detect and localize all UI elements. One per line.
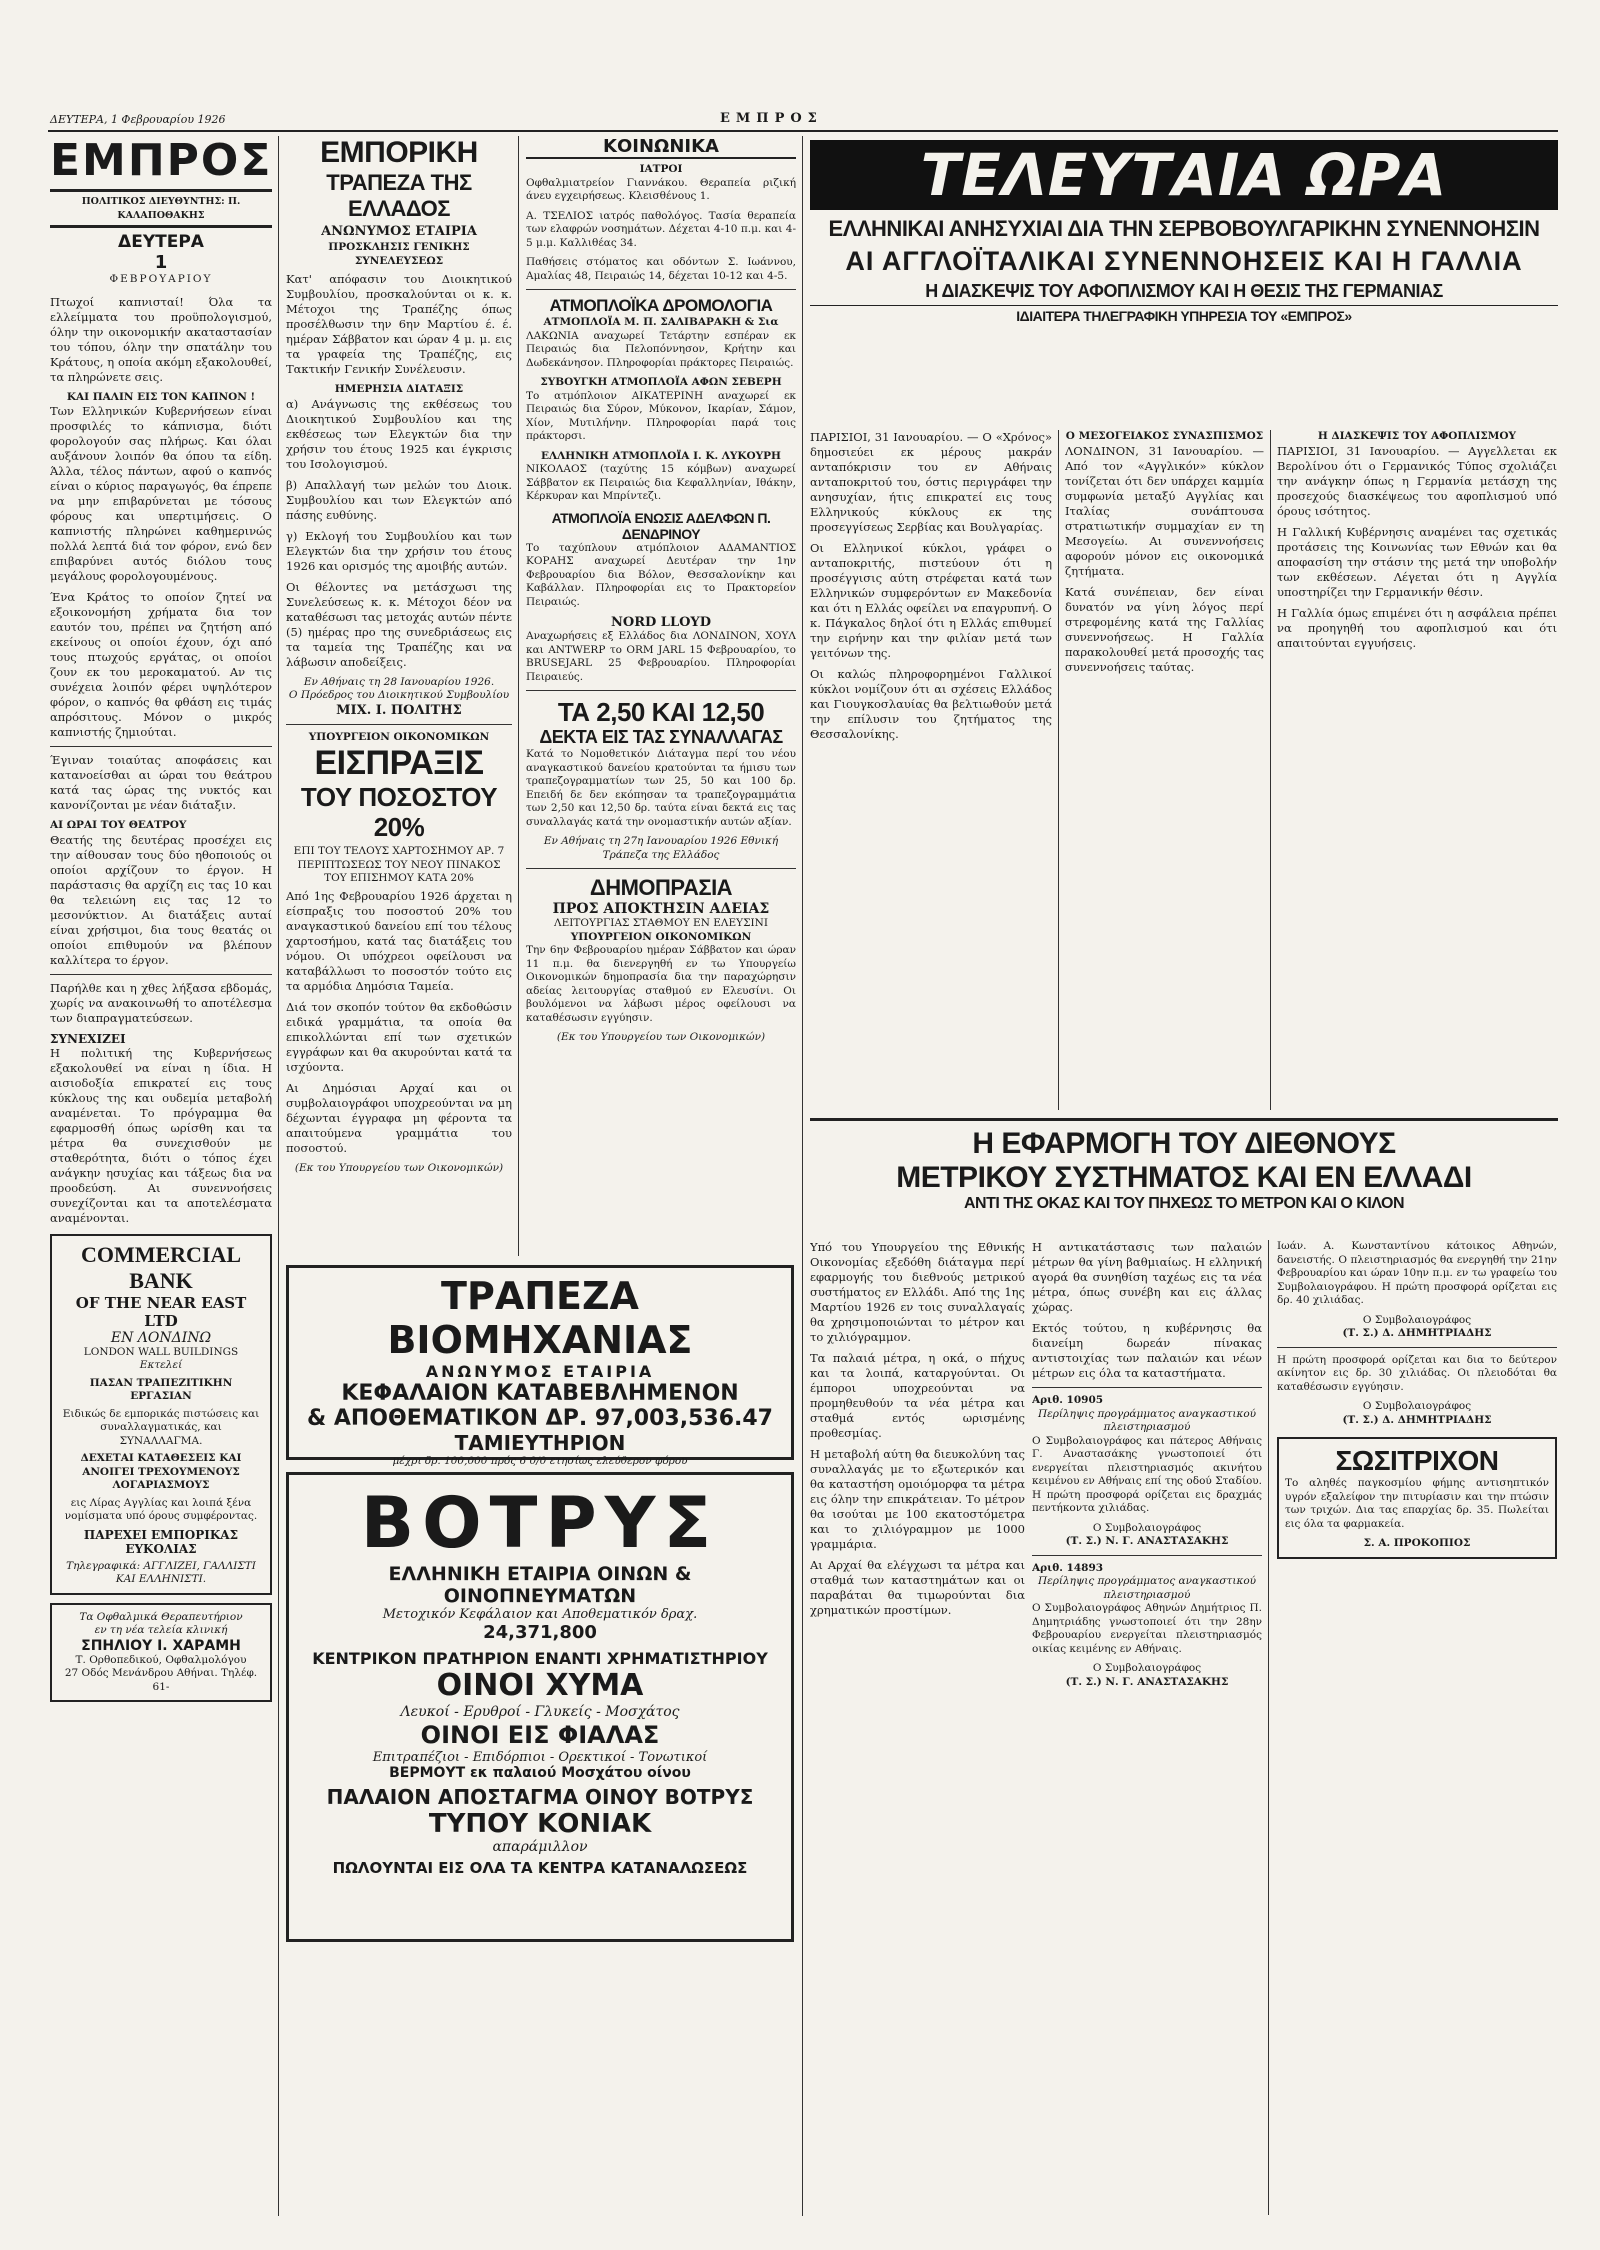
legal-notice-number: Αριθ. 10905 [1032,1394,1104,1406]
article-paragraph: Τα παλαιά μέτρα, η οκά, ο πήχυς και τα λοιπά, καταργούνται. Οι έμποροι υποχρεούνται να προμηθευθούν τα νέα μέτρα και σταθμά εντός ωρισμένης προθεσμίας. [810,1351,1025,1440]
divider [286,724,512,725]
article-paragraph: ΠΑΡΙΣΙΟΙ, 31 Ιανουαρίου. — Ο «Χρόνος» δημοσιεύει εκ μέρους μακράν ανταπόκρισιν του εν Αθήναις ανταποκριτού του, όστις περιγράφει την ανησυχίαν, ήτις επικρατεί εις τους Ελληνικούς κύκλους εκ της προσεγγίσεως Σερβίας και Βουλγαρίας. [810,430,1052,534]
legal-notice-signer: Ο Συμβολαιογράφος [1092,1662,1202,1674]
ministry-heading: ΥΠΟΥΡΓΕΙΟΝ ΟΙΚΟΝΟΜΙΚΩΝ [570,930,752,943]
page-date: ΔΕΥΤΕΡΑ, 1 Φεβρουαρίου 1926 [50,113,226,126]
divider [50,746,272,747]
ad-line: ΕΛΛΗΝΙΚΗ ΕΤΑΙΡΙΑ ΟΙΝΩΝ & ΟΙΝΟΠΝΕΥΜΑΤΩΝ [388,1563,692,1607]
newspaper-logo: ΕΜΠΡΟΣ [50,136,272,186]
day-number: 1 [154,252,168,273]
shipping-company: NORD LLOYD [611,615,711,630]
news-heading: ΣΥΝΕΧΙΖΕΙ [50,1031,126,1046]
ad-line: ΟΙΝΟΙ ΕΙΣ ΦΙΑΛΑΣ [420,1721,660,1749]
article-column [810,430,1052,1110]
divider [1277,1347,1557,1348]
legal-notice-signature: (Τ. Σ.) Ν. Γ. ΑΝΑΣΤΑΣΑΚΗΣ [1065,1675,1229,1688]
ad-line: ΒΕΡΜΟΥΤ εκ παλαιού Μοσχάτου οίνου [389,1765,691,1781]
notice-subtitle: ΛΕΙΤΟΥΡΓΙΑΣ ΣΤΑΘΜΟΥ ΕΝ ΕΛΕΥΣΙΝΙ [554,917,768,929]
ad-line: ΠΑΡΕΧΕΙ ΕΜΠΟΡΙΚΑΣ ΕΥΚΟΛΙΑΣ [83,1527,239,1556]
headline: Η ΕΦΑΡΜΟΓΗ ΤΟΥ ΔΙΕΘΝΟΥΣ [972,1127,1396,1160]
notice-paragraph: Κατ' απόφασιν του Διοικητικού Συμβουλίου, προσκαλούνται οι κ. κ. Μέτοχοι της Τραπέζης όπως προσέλθωσιν την 6ην Μαρτίου έ. έ. ημέραν Σάββατον και ώραν 4 μ. μ. εις τα γραφεία της Τραπέζης, εις Τακτικήν Γενικήν Συνέλευσιν. [286,272,512,376]
notice-paragraph: Αι Δημόσιαι Αρχαί και οι συμβολαιογράφοι υποχρεούνται να μη δέχωνται έγγραφα μη φέροντα τα απαιτούμενα γραμμάτια του ποσοστού. [286,1080,512,1155]
notice-subtitle: ΠΡΟΣ ΑΠΟΚΤΗΣΙΝ ΑΔΕΙΑΣ [552,901,770,917]
notice-title: ΤΟΥ ΠΟΣΟΣΤΟΥ 20% [300,782,498,842]
ophthalmic-clinic-ad [50,1603,272,1703]
metric-headline-block [810,1118,1558,1213]
section-subtitle: ΙΑΤΡΟΙ [639,163,683,175]
article-paragraph: Αι Αρχαί θα ελέγχωσι τα μέτρα και σταθμά των καταστημάτων και οι παραβάται θα τιμωρούνται δια χρηματικών προστίμων. [810,1558,1025,1617]
ad-line: OF THE NEAR EAST LTD [75,1293,247,1330]
column-bank-notice [286,136,512,1246]
column-social [526,136,796,1246]
notice-paragraph: Διά τον σκοπόν τούτον θα εκδοθώσιν ειδικά γραμμάτια, τα οποία θα επικολλώνται επί των σχετικών εγγράφων και θα ακυρούνται κατά τα ισχύοντα. [286,999,512,1074]
legal-notice-number: Αριθ. 14893 [1032,1561,1104,1574]
page-header-title: ΕΜΠΡΟΣ [720,111,823,126]
legal-notice-text: Ο Συμβολαιογράφος και πάτερος Αθήναις Γ. Αναστασάκης γνωστοποιεί ότι ενεργείται πλειστηριασμός ακινήτου κειμένου εν Αθήναις επί της οδού Σταδίου. Η πρώτη προσφορά ορίζεται εις δραχμάς πεντήκοντα χιλιάδας. [1032,1434,1262,1514]
notice-paragraph: Την 6ην Φεβρουαρίου ημέραν Σάββατον και ώραν 11 π.μ. θα διενεργηθή εν τω Υπουργείω Οικονομικών δημοπρασία δια την παραχώρησιν αδείας λειτουργίας σταθμού εν Ελευσίνι. Οι βουλόμενοι να λάβωσι μέρος οφείλουσι να καταθέσωσιν εγγύησιν. [526,944,796,1024]
article-column [1277,1240,1557,2215]
ad-line: ΕΝ ΛΟΝΔΙΝΩ [110,1329,212,1346]
news-paragraph: Η πολιτική της Κυβερνήσεως εξακολουθεί να είναι η ίδια. Η αισιοδοξία επικρατεί εις τους κύκλους της και ουδεμία μεταβολή αναμένεται. Το πρόγραμμα θα εφαρμοσθή όπως ωρίσθη και τα μέτρα θα συνεχισθούν με σταθερότητα, διότι ο τόπος έχει ανάγκην ησυχίας και τάξεως δια να προοδεύση. Αι συνεννοήσεις συνεχίζονται και τα αποτελέσματα αναμένονται. [50,1045,272,1225]
headline: ΜΕΤΡΙΚΟΥ ΣΥΣΤΗΜΑΤΟΣ ΚΑΙ ΕΝ ΕΛΛΑΔΙ [896,1161,1472,1194]
shipping-item: Το ατμόπλοιον ΑΙΚΑΤΕΡΙΝΗ αναχωρεί εκ Πειραιώς δια Σύρον, Μύκονον, Ικαρίαν, Σάμον, Χίον, Μυτιλήνην. Πληροφορίαι παρά τοις πράκτορσι. [526,389,796,442]
ad-line: ΠΑΛΑΙΟΝ ΑΠΟΣΤΑΓΜΑ ΟΙΝΟΥ ΒΟΤΡΥΣ [326,1785,754,1809]
ad-line: 24,371,800 [483,1622,597,1643]
legal-notice-text: Ιωάν. Α. Κωνσταντίνου κάτοικος Αθηνών, δανειστής. Ο πλειστηριασμός θα ενεργηθή την 21ην Φεβρουαρίου και ώραν 10ην π.μ. εν τω γραφείω του Συμβολαιογράφου. Η πρώτη προσφορά ορίζεται εις δρ. 40 χιλιάδας. [1277,1240,1557,1306]
social-item: Α. ΤΣΕΛΙΟΣ ιατρός παθολόγος. Τασία θεραπεία των ελαφρών νοσημάτων. Δέχεται 4-10 π.μ. και 4-5 μ.μ. Καλλιθέας 34. [526,209,796,249]
ad-line: & ΑΠΟΘΕΜΑΤΙΚΟΝ ΔΡ. 97,003,536.47 [307,1406,773,1431]
notice-paragraph: Οι θέλοντες να μετάσχωσι της Συνελεύσεως κ. κ. Μέτοχοι δέον να καταθέσωσι τας μετοχάς αυτών πέντε (5) ημέρας προ της συνεδριάσεως εις τα ταμεία της Τραπέζης και να λάβωσιν αποδείξεις. [286,579,512,669]
divider [50,225,272,228]
shipping-item: Το ταχύπλουν ατμόπλοιον ΑΔΑΜΑΝΤΙΟΣ ΚΟΡΑΗΣ αναχωρεί Δευτέραν την 1ην Φεβρουαρίου δια Βόλον, Θεσσαλονίκην και Καβάλλαν. Πληροφορίαι εις το Πρακτορείον Πειραιώς. [526,541,796,608]
notice-subtitle: ΗΜΕΡΗΣΙΑ ΔΙΑΤΑΞΙΣ [334,383,464,395]
legal-notice-text: Η πρώτη προσφορά ορίζεται και δια το δεύτερον ακίνητον εις δρ. 30 χιλιάδας. Οι πλειοδόται θα καταθέσωσιν εγγύησιν. [1277,1353,1557,1393]
ad-line: Τ. Ορθοπεδικού, Οφθαλμολόγου [75,1653,247,1666]
column-divider [1268,1240,1269,2215]
ad-line: ΠΑΣΑΝ ΤΡΑΠΕΖΙΤΙΚΗΝ ΕΡΓΑΣΙΑΝ [89,1376,233,1402]
month-name: ΦΕΒΡΟΥΑΡΙΟΥ [109,273,213,285]
notice-paragraph: β) Απαλλαγή των μελών του Διοικ. Συμβουλίου και των Ελεγκτών από πάσης ευθύνης. [286,477,512,522]
ad-line: ΚΕΝΤΡΙΚΟΝ ΠΡΑΤΗΡΙΟΝ ΕΝΑΝΤΙ ΧΡΗΜΑΤΙΣΤΗΡΙΟΥ [312,1649,768,1668]
legal-notice-title: Περίληψις προγράμματος αναγκαστικού πλειστηριασμού [1037,1407,1257,1433]
ad-line: ΤΥΠΟΥ ΚΟΝΙΑΚ [428,1809,652,1839]
commercial-bank-ad [50,1234,272,1595]
theatre-heading: ΑΙ ΩΡΑΙ ΤΟΥ ΘΕΑΤΡΟΥ [50,819,187,831]
divider [50,189,272,192]
ad-title: ΣΩΣΙΤΡΙΧΟΝ [1335,1445,1499,1476]
notice-subtitle: ΑΝΩΝΥΜΟΣ ΕΤΑΙΡΙΑ [321,224,477,239]
ad-text: Το αληθές παγκοσμίου φήμης αντισηπτικόν υγρόν εξαλείφον την πιτυρίασιν και την πτώσιν των τριχών. Δια τας επαρχίας δρ. 35. Πωλείται εις όλα τα φαρμακεία. [1285,1477,1549,1530]
notice-date: Εν Αθήναις τη 27η Ιανουαρίου 1926 Εθνική Τράπεζα της Ελλάδος [543,835,779,861]
notice-subtitle: ΠΡΟΣΚΛΗΣΙΣ ΓΕΝΙΚΗΣ ΣΥΝΕΛΕΥΣΕΩΣ [328,241,470,267]
ad-line: Εκτελεί [139,1359,183,1371]
news-paragraph: Παρήλθε και η χθες λήξασα εβδομάς, χωρίς να ανακοινωθή το αποτέλεσμα των διαπραγματεύσεων. [50,980,272,1025]
editorial-paragraph: Ένα Κράτος το οποίον ζητεί να εξοικονομήση χρήματα δια τον εαυτόν του, πρέπει να ζητήση από εκείνους οι οποίοι έχουν, όχι από τους πτωχούς εργάτας, οι οποίοι ζουν εκ του μεροκαματού. Αν τις συνέχεια λοιπόν φέρει υψηλότερον φόρον, ο καπνός θα φθάση εις τιμάς απρόσιτους. Μόνον ο μικρός καπνιστής ζημιούται. [50,590,272,739]
article-paragraph: Οι καλώς πληροφορημένοι Γαλλικοί κύκλοι νομίζουν ότι αι σχέσεις Ελλάδος και Γιουγκοσλαυίας θα βελτιωθούν μετά την επίλυσιν του ζητήματος της Θεσσαλονίκης. [810,667,1052,741]
notice-date: Εν Αθήναις τη 28 Ιανουαρίου 1926. [303,675,495,688]
ad-line: εις Λίρας Αγγλίας και λοιπά ξένα νομίσματα υπό όρους συμφέροντας. [64,1496,258,1522]
legal-notice-signer: Ο Συμβολαιογράφος [1362,1313,1472,1326]
article-paragraph: Η Γαλλία όμως επιμένει ότι η ασφάλεια πρέπει να προηγηθή του αφοπλισμού και ότι απαιτούνται εγγυήσεις. [1277,605,1557,650]
social-item: Οφθαλμιατρείον Γιαννάκου. Θεραπεία ριζική άνευ εγχειρήσεως. Κλεισθένους 1. [526,176,796,202]
notice-source: (Εκ του Υπουργείου των Οικονομικών) [294,1161,504,1174]
notice-signature: ΜΙΧ. Ι. ΠΟΛΙΤΗΣ [336,702,462,718]
column-editorial [50,136,272,2226]
theatre-paragraph: Έγιναν τοιαύτας αποφάσεις και κατανοείσθαι αι ώραι του θεάτρου κατά τας ώρας της νυκτός και κανονίζονται με νέαν διάταξιν. [50,753,272,812]
shipping-company: ΑΤΜΟΠΛΟΪΑ ΕΝΩΣΙΣ ΑΔΕΛΦΩΝ Π. ΔΕΝΔΡΙΝΟΥ [551,509,771,542]
article-paragraph: Κατά συνέπειαν, δεν είναι δυνατόν να γίνη λόγος περί στρεφομένης κατά της Γαλλίας συνεννοήσεως. Η Γαλλία παρακολουθεί μετά προσοχής τας συνεννοήσεις ταύτας. [1065,584,1264,674]
notice-subtitle: ΕΠΙ ΤΟΥ ΤΕΛΟΥΣ ΧΑΡΤΟΣΗΜΟΥ ΑΡ. 7 ΠΕΡΙΠΤΩΣΕΩΣ ΤΟΥ ΝΕΟΥ ΠΙΝΑΚΟΣ ΤΟΥ ΕΠΙΣΗΜΟΥ ΚΑΤΑ 20% [293,845,505,884]
legal-notice-signer: Ο Συμβολαιογράφος [1362,1400,1472,1412]
ad-line: ΤΑΜΙΕΥΤΗΡΙΟΝ [454,1431,626,1455]
ad-line: μέχρι δρ. 100,000 πρός 6 0/0 ετησίως ελεύθερον φόρου [392,1455,688,1467]
shipping-item: ΛΑΚΩΝΙΑ αναχωρεί Τετάρτην εσπέραν εκ Πειραιώς δια Πελοπόννησον, Κρήτην και Δωδεκάνησον. Πληροφορίαι πράκτορες Πειραιώς. [526,329,796,369]
shipping-company: ΑΤΜΟΠΛΟΪΑ Μ. Π. ΣΑΛΙΒΑΡΑΚΗ & Σια [543,316,779,328]
headline: ΑΝΤΙ ΤΗΣ ΟΚΑΣ ΚΑΙ ΤΟΥ ΠΗΧΕΩΣ ΤΟ ΜΕΤΡΟΝ ΚΑΙ Ο ΚΙΛΟΝ [963,1195,1405,1212]
notice-title: ΤΡΑΠΕΖΑ ΤΗΣ ΕΛΛΑΔΟΣ [326,170,472,221]
ministry-heading: ΥΠΟΥΡΓΕΙΟΝ ΟΙΚΟΝΟΜΙΚΩΝ [308,730,490,743]
article-paragraph: ΛΟΝΔΙΝΟΝ, 31 Ιανουαρίου. — Από τον «Αγγλικόν» κύκλον τονίζεται ότι δεν υπάρχει καμμία συμφωνία μεταξύ Αγγλίας και Ιταλίας συνάπτουσα στρατιωτικήν συμμαχίαν εν τη Μεσογείω. Αι συνεννοήσεις αφορούν μόνον εις οικονομικά ζητήματα. [1065,443,1264,578]
notice-title: ΕΜΠΟΡΙΚΗ [320,136,478,169]
divider [526,868,796,869]
legal-notice-signer: Ο Συμβολαιογράφος [1092,1521,1202,1534]
legal-notice-signature: (Τ. Σ.) Δ. ΔΗΜΗΤΡΙΑΔΗΣ [1342,1413,1492,1426]
industrial-bank-ad [286,1265,794,1467]
column-divider [1058,430,1059,1110]
director-line: ΠΟΛΙΤΙΚΟΣ ΔΙΕΥΘΥΝΤΗΣ: Π. ΚΑΛΑΠΟΘΑΚΗΣ [81,196,241,221]
ad-line: ΚΕΦΑΛΑΙΟΝ ΚΑΤΑΒΕΒΛΗΜΕΝΟΝ [341,1381,739,1406]
column-divider [1270,430,1271,1110]
column-divider [278,136,279,2216]
theatre-paragraph: Θεατής της δευτέρας προσέχει εις την αίθουσαν τους δύο ηθοποιούς οι οποίοι αρχίζουν το έργον. Η παράστασις θα αρχίζη εις τας 10 και θα τελειώνη εις τας 12 το μεσονύκτιον. Αι διατάξεις αυταί είναι χρήσιμοι, δια τους θεατάς οι οποίοι επιθυμούν να βλέπουν καλλίτερα το έργον. [50,832,272,967]
editorial-paragraph: Των Ελληνικών Κυβερνήσεων είναι προσφιλές το κάπνισμα, διότι φορολογούν σας πλήρως. Και όλαι αυξάνουν λοιπόν θα όπου τα είδη. Άλλα, τέλος πάντων, αφού ο καπνός είναι ο κύριος παραγωγός, θα έπρεπε να μην επιβαρύνεται με τόσους φόρους και υπερτιμήσεις. Ο καπνιστής πληρώνει καθημερινώς πολλά λεπτά διά τον φόρον, ενώ δεν επιβαρύνει αυτός διόλου τους μεγάλους φορολογουμένους. [50,404,272,583]
article-paragraph: ΠΑΡΙΣΙΟΙ, 31 Ιανουαρίου. — Αγγελλεται εκ Βερολίνου ότι ο Γερμανικός Τύπος σχολιάζει την ανάγκην όπως η Γερμανία μετάσχη της προσεχούς διασκέψεως του αφοπλισμού υπό όρους ισότητος. [1277,443,1557,518]
article-column [1032,1240,1262,2215]
sositrichon-ad [1277,1437,1557,1559]
column-divider [518,136,519,1256]
article-column [1277,430,1557,1110]
editorial-subhead: ΚΑΙ ΠΑΛΙΝ ΕΙΣ ΤΟΝ ΚΑΠΝΟΝ ! [66,390,256,403]
headline: ΕΛΛΗΝΙΚΑΙ ΑΝΗΣΥΧΙΑΙ ΔΙΑ ΤΗΝ ΣΕΡΒΟΒΟΥΛΓΑΡΙΚΗΝ ΣΥΝΕΝΝΟΗΣΙΝ [828,216,1540,241]
ad-line: Λευκοί - Ερυθροί - Γλυκείς - Μοσχάτος [400,1704,680,1720]
ad-line: εν τη νέα τελεία κλινική [94,1624,228,1636]
ad-line: ΠΩΛΟΥΝΤΑΙ ΕΙΣ ΟΛΑ ΤΑ ΚΕΝΤΡΑ ΚΑΤΑΝΑΛΩΣΕΩΣ [332,1859,748,1877]
ad-line: ΔΕΧΕΤΑΙ ΚΑΤΑΘΕΣΕΙΣ ΚΑΙ ΑΝΟΙΓΕΙ ΤΡΕΧΟΥΜΕΝΟΥΣ ΛΟΓΑΡΙΑΣΜΟΥΣ [80,1452,242,1491]
notice-signer-title: Ο Πρόεδρος του Διοικητικού Συμβουλίου [288,689,510,701]
notice-paragraph: Κατά το Νομοθετικόν Διάταγμα περί του νέου αναγκαστικού δανείου κρατούνται τα ήμισυ των τραπεζογραμματίων των 25, 50 και 100 δρ. Επειδή δε δεν εκόπησαν τα τραπεζογραμμάτια των 2,50 και 12,50 δρ. ταύτα είναι δεκτά εις τας συναλλαγάς κατά την ονομαστικήν αυτών αξίαν. [526,748,796,828]
legal-notice-text: Ο Συμβολαιογράφος Αθηνών Δημήτριος Π. Δημητριάδης γνωστοποιεί ότι την 28ην Φεβρουαρίου ενεργείται πλειστηριασμός οικίας κειμένης εν Αθήναις. [1032,1602,1262,1655]
article-subhead: Η ΔΙΑΣΚΕΨΙΣ ΤΟΥ ΑΦΟΠΛΙΣΜΟΥ [1317,430,1517,442]
divider [1032,1555,1262,1556]
notice-paragraph: Από 1ης Φεβρουαρίου 1926 άρχεται η είσπραξις του ποσοστού 20% του αναγκαστικού δανείου επί του τέλους χαρτοσήμου, κατά τας διατάξεις του νόμου. Οι υπόχρεοι οφείλουσι να καταβάλλωσι το ποσοστόν τούτο εις τα αρμόδια Δημόσια Ταμεία. [286,888,512,993]
headline: ΑΙ ΑΓΓΛΟΪΤΑΛΙΚΑΙ ΣΥΝΕΝΝΟΗΣΕΙΣ ΚΑΙ Η ΓΑΛΛΙΑ [845,246,1523,276]
ad-title: ΒΟΤΡΥΣ [360,1482,720,1564]
ad-title: COMMERCIAL BANK [80,1241,242,1293]
shipping-company: ΣΥΒΟΥΓΚΗ ΑΤΜΟΠΛΟΪΑ ΑΦΩΝ ΣΕΒΕΡΗ [540,376,782,388]
article-paragraph: Εκτός τούτου, η κυβέρνησις θα διανείμη δωρεάν πίνακας αντιστοιχίας των παλαιών και νέων μέτρων εις όλα τα καταστήματα. [1032,1321,1262,1380]
ad-line: Μετοχικόν Κεφάλαιον και Αποθεματικόν δραχ. [382,1607,698,1622]
ad-line: Τηλεγραφικά: ΑΓΓΛΙΖΕΙ, ΓΑΛΛΙΣΤΙ ΚΑΙ ΕΛΛΗΝΙΣΤΙ. [66,1559,256,1585]
latest-hour-banner: ΤΕΛΕΥΤΑΙΑ ΩΡΑ [810,140,1558,210]
shipping-heading: ΑΤΜΟΠΛΟΪΚΑ ΔΡΟΜΟΛΟΓΙΑ [549,296,773,315]
ad-line: 27 Οδός Μενάνδρου Αθήναι. Τηλέφ. 61- [64,1667,258,1693]
ad-line: Ειδικώς δε εμπορικάς πιστώσεις και συναλλαγματικάς, και ΣΥΝΑΛΛΑΓΜΑ. [62,1407,260,1447]
social-item: Παθήσεις στόματος και οδόντων Σ. Ιωάννου, Αμαλίας 48, Πειραιώς 14, δέχεται 10-12 και 4-5. [526,256,796,282]
ad-title: ΣΠΗΛΙΟΥ Ι. ΧΑΡΑΜΗ [81,1637,241,1654]
legal-notice-signature: (Τ. Σ.) Δ. ΔΗΜΗΤΡΙΑΔΗΣ [1342,1327,1492,1339]
ad-line: ΟΙΝΟΙ ΧΥΜΑ [436,1668,644,1703]
notice-subtitle: ΔΕΚΤΑ ΕΙΣ ΤΑΣ ΣΥΝΑΛΛΑΓΑΣ [539,727,783,747]
divider [50,974,272,975]
shipping-item: Αναχωρήσεις εξ Ελλάδος δια ΛΟΝΔΙΝΟΝ, ΧΟΥΛ και ANTWERP το ORM JARL 15 Φεβρουαρίου, το BRUSEJARL 25 Φεβρουαρίου. Πληροφορίαι Πειραιεύς. [526,630,796,683]
notice-source: (Εκ του Υπουργείου των Οικονομικών) [556,1031,766,1043]
section-tag: ΚΟΙΝΩΝΙΚΑ [526,136,796,159]
headline-tagline: ΙΔΙΑΙΤΕΡΑ ΤΗΛΕΓΡΑΦΙΚΗ ΥΠΗΡΕΣΙΑ ΤΟΥ «ΕΜΠΡΟΣ» [810,305,1558,324]
day-name: ΔΕΥΤΕΡΑ [118,232,204,252]
article-paragraph: Η μεταβολή αύτη θα διευκολύνη τας συναλλαγάς με το εξωτερικόν και θα καταστήση ομοιόμορφα τα μέτρα εις όλην την επικράτειαν. Το μέτρον θα ισούται με 100 εκατοστόμετρα και το χιλιόγραμμον με 1000 γραμμάρια. [810,1447,1025,1551]
article-column [810,1240,1025,2215]
ad-line: Τα Οφθαλμικά Θεραπευτήριον [79,1610,243,1623]
legal-notice-title: Περίληψις προγράμματος αναγκαστικού πλειστηριασμού [1037,1575,1257,1601]
divider [1032,1387,1262,1388]
legal-notice-signature: (Τ. Σ.) Ν. Γ. ΑΝΑΣΤΑΣΑΚΗΣ [1065,1535,1229,1547]
ad-line: Επιτραπέζιοι - Επιδόρπιοι - Ορεκτικοί - Τονωτικοί [372,1750,708,1765]
article-paragraph: Η αντικατάστασις των παλαιών μέτρων θα γίνη βαθμιαίως. Η ελληνική αγορά θα συνηθίση ταχέως εις τα νέα μέτρα, όπως συνέβη και εις άλλας χώρας. [1032,1240,1262,1314]
ad-line: ΑΝΩΝΥΜΟΣ ΕΤΑΙΡΙΑ [425,1362,655,1381]
article-column [1065,430,1264,1110]
notice-paragraph: α) Ανάγνωσις της εκθέσεως του Διοικητικού Συμβουλίου και της εκθέσεως των Ελεγκτών δια την χρήσιν του έτους 1925 και έγκρισις του Ισολογισμού. [286,396,512,471]
shipping-item: ΝΙΚΟΛΑΟΣ (ταχύτης 15 κόμβων) αναχωρεί Σάββατον εκ Πειραιώς δια Κεφαλληνίαν, Ιθάκην, Κέρκυραν και Μπρίντεζι. [526,463,796,502]
shipping-company: ΕΛΛΗΝΙΚΗ ΑΤΜΟΠΛΟΪΑ Ι. Κ. ΛΥΚΟΥΡΗ [541,449,781,462]
divider [526,289,796,290]
latest-news-section [810,140,1558,324]
notice-paragraph: γ) Εκλογή του Συμβουλίου και των Ελεγκτών δια την χρήσιν του έτους 1926 και ορισμός της αμοιβής αυτών. [286,528,512,573]
divider [526,690,796,691]
notice-title: ΤΑ 2,50 ΚΑΙ 12,50 [557,697,765,727]
notice-title: ΕΙΣΠΡΑΞΙΣ [314,744,484,782]
ad-line: απαράμιλλον [492,1839,588,1855]
masthead-rule [48,130,1558,132]
editorial-paragraph: Πτωχοί καπνισταί! Όλα τα ελλείμματα του προϋπολογισμού, όλην την οικονομικήν ακαταστασίαν του τόπου, όλην την σπατάλην του Κράτους, η οποία ακόμη εξακολουθεί, τα πληρώνετε σεις. [50,294,272,384]
ad-line: LONDON WALL BUILDINGS [83,1345,239,1358]
article-paragraph: Οι Ελληνικοί κύκλοι, γράφει ο ανταποκριτής, πιστεύουν ότι η προσέγγισις αύτη στρέφεται κατά των Ελληνικών συμφερόντων εν Μακεδονία και ότι η Ελλάς οφείλει να επαγρυπνή. Ο κ. Πάγκαλος δηλοί ότι η Ελλάς επιθυμεί την ειρήνην και την φιλίαν μετά των γειτόνων της. [810,541,1052,660]
column-divider [802,136,803,2216]
botrys-wine-ad [286,1472,794,1942]
notice-title: ΔΗΜΟΠΡΑΣΙΑ [589,875,733,900]
headline: Η ΔΙΑΣΚΕΨΙΣ ΤΟΥ ΑΦΟΠΛΙΣΜΟΥ ΚΑΙ Η ΘΕΣΙΣ ΤΗΣ ΓΕΡΜΑΝΙΑΣ [925,281,1443,301]
article-paragraph: Υπό του Υπουργείου της Εθνικής Οικονομίας εξεδόθη διάταγμα περί εφαρμογής του διεθνούς μετρικού συστήματος εν Ελλάδι. Από της 1ης Μαρτίου 1926 εν τοις συναλλαγαίς θα χρησιμοποιώνται το μέτρον και το χιλιόγραμμον. [810,1240,1025,1344]
article-paragraph: Η Γαλλική Κυβέρνησις αναμένει τας σχετικάς προτάσεις της Κοινωνίας των Εθνών και θα αποφασίση την στάσιν της μετά την υποβολήν των εκθέσεων. Λέγεται ότι η Αγγλία υποστηρίζει την Γερμανικήν θέσιν. [1277,524,1557,599]
article-subhead: Ο ΜΕΣΟΓΕΙΑΚΟΣ ΣΥΝΑΣΠΙΣΜΟΣ [1065,430,1264,442]
ad-signature: Σ. Α. ΠΡΟΚΟΠΙΟΣ [1363,1537,1471,1549]
ad-title: ΤΡΑΠΕΖΑ ΒΙΟΜΗΧΑΝΙΑΣ [387,1274,693,1362]
